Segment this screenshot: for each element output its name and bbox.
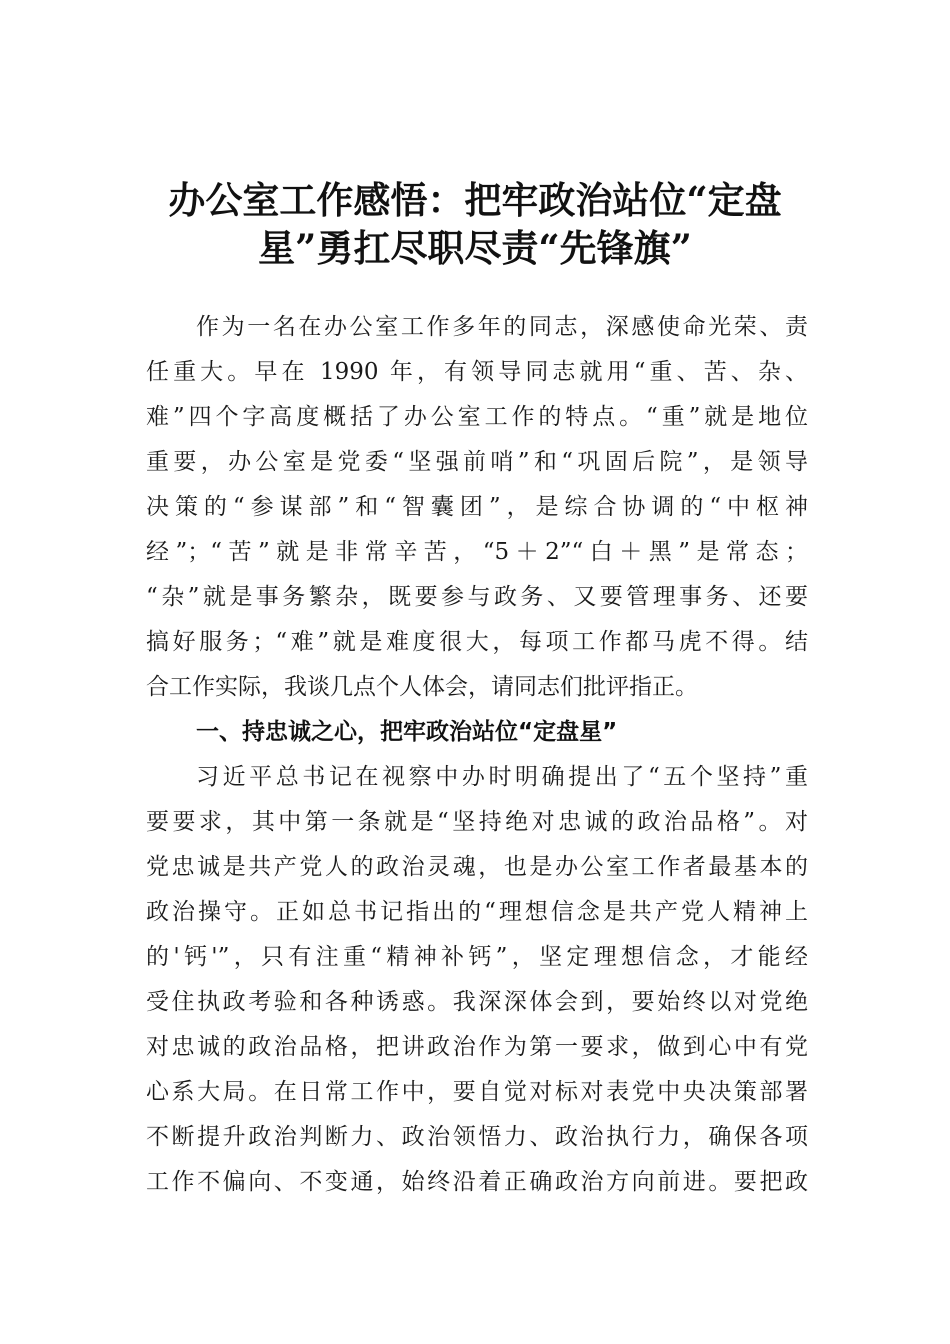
paragraph-line: 习近平总书记在视察中办时明确提出了“五个坚持”重	[196, 764, 808, 790]
document-title-line-2: 星”勇扛尽职尽责“先锋旗”	[258, 226, 692, 270]
paragraph-line: 任重大。早在 1990 年，有领导同志就用“重、苦、杂、	[146, 359, 808, 385]
paragraph-line: 搞好服务；“难”就是难度很大，每项工作都马虎不得。结	[146, 629, 808, 655]
paragraph-line: 对忠诚的政治品格，把讲政治作为第一要求，做到心中有党	[146, 1034, 808, 1060]
paragraph-line: 的'钙'”，只有注重“精神补钙”，坚定理想信念，才能经	[146, 944, 808, 970]
paragraph-line: 作为一名在办公室工作多年的同志，深感使命光荣、责	[196, 314, 808, 340]
paragraph-line: 受住执政考验和各种诱惑。我深深体会到，要始终以对党绝	[146, 989, 808, 1015]
paragraph-line: 决策的“参谋部”和“智囊团”，是综合协调的“中枢神	[146, 494, 808, 520]
paragraph-line: 工作不偏向、不变通，始终沿着正确政治方向前进。要把政	[146, 1169, 808, 1195]
paragraph-line: 不断提升政治判断力、政治领悟力、政治执行力，确保各项	[146, 1124, 808, 1150]
paragraph-line: 难”四个字高度概括了办公室工作的特点。“重”就是地位	[146, 404, 808, 430]
paragraph-line: 要要求，其中第一条就是“坚持绝对忠诚的政治品格”。对	[146, 809, 808, 835]
paragraph-line: 心系大局。在日常工作中，要自觉对标对表党中央决策部署	[146, 1079, 808, 1105]
paragraph-line: 合工作实际，我谈几点个人体会，请同志们批评指正。	[146, 674, 698, 700]
paragraph-line: 政治操守。正如总书记指出的“理想信念是共产党人精神上	[146, 899, 808, 925]
paragraph-line: 重要，办公室是党委“坚强前哨”和“巩固后院”，是领导	[146, 449, 808, 475]
paragraph-line: “杂”就是事务繁杂，既要参与政务、又要管理事务、还要	[146, 584, 808, 610]
document-title-line-1: 办公室工作感悟：把牢政治站位“定盘	[168, 178, 782, 222]
paragraph-line: 经”；“苦”就是非常辛苦，“5＋2”“白＋黑”是常态；	[146, 539, 808, 565]
section-heading-1: 一、持忠诚之心，把牢政治站位“定盘星”	[196, 719, 618, 745]
paragraph-line: 党忠诚是共产党人的政治灵魂，也是办公室工作者最基本的	[146, 854, 808, 880]
